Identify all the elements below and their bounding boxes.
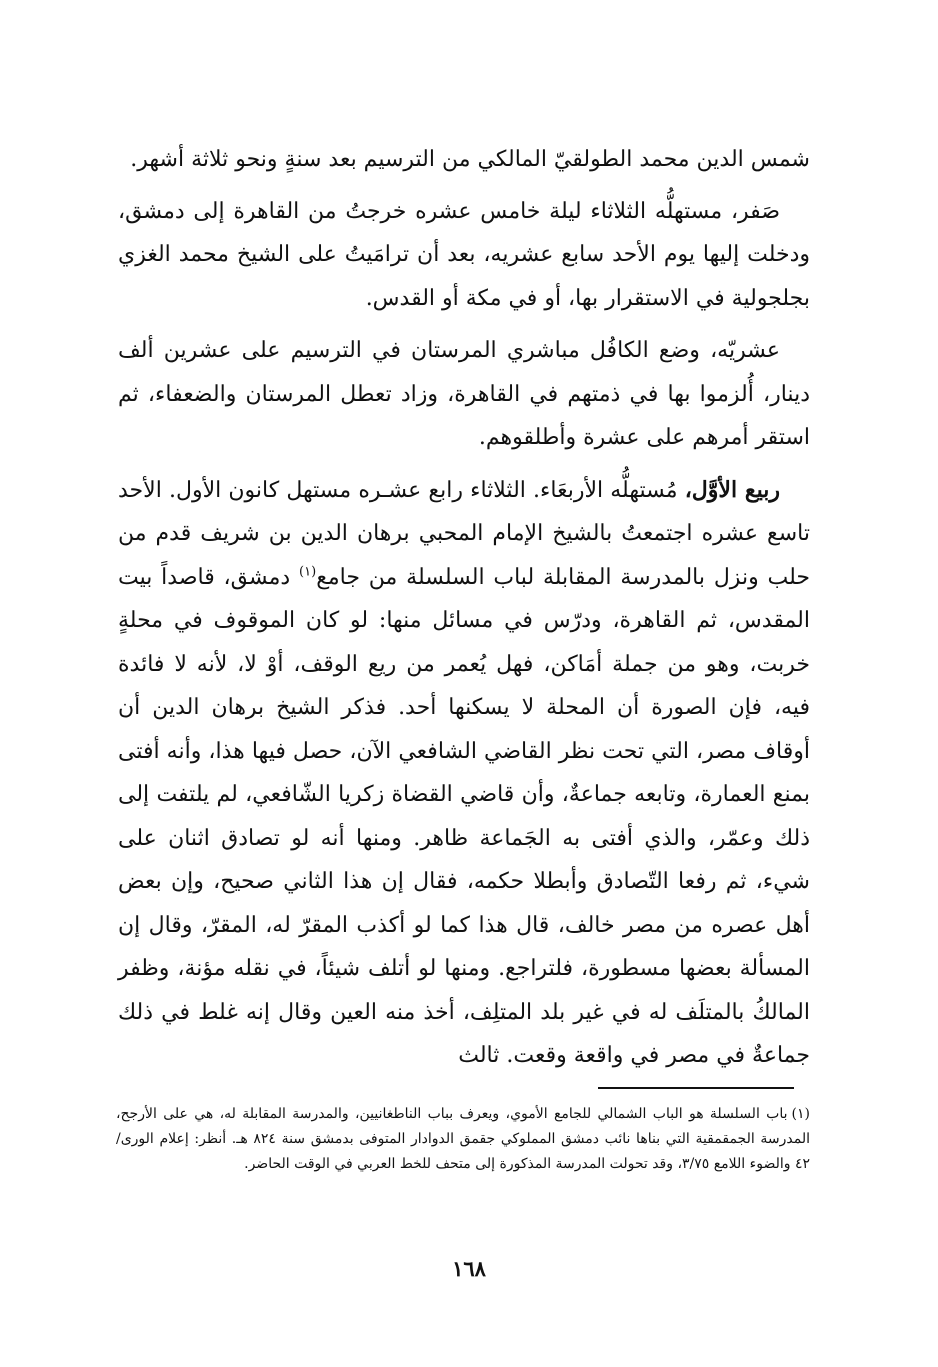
paragraph-4-text-part2: دمشق، قاصداً بيت المقدس، ثم القاهرة، ودرّس في مسائل منها: لو كان الموقوف في محلةٍ خربت، وهو من جملة أمَاكن، فهل يُعمر من ريع الوقف، أوْ لا، لأنه لا فائدة فيه، فإن الصورة أن المحلة لا يسكنها أحد. فذكر الشيخ برهان الدين أن أوقاف مصر، التي تحت نظر القاضي الشافعي الآن، حصل فيها هذا، وأنه أفتى بمنع العمارة، وتابعه جماعةٌ، وأن قاضي القضاة زكريا الشّافعي، لم يلتفت إلى ذلك وعمّر، والذي أفتى به الجَماعة ظاهر. ومنها أنه لو تصادق اثنان على شيء، ثم رفعا التّصادق وأبطلا حكمه، فقال إن هذا الثاني صحيح، وإن بعض أهل عصره من مصر خالف، قال هذا كما لو أكذب المقرّ له، المقرّ، وقال إن المسألة بعضها مسطورة، فلتراجع. ومنها لو أتلف شيئاً، في نقله مؤنة، وظفر المالكُ بالمتلَف له في غير بلد المتلِف، أخذ منه العين وقال إنه غلط في ذلك جماعةٌ في مصر في واقعة وقعت. ثالث (118, 564, 810, 1068)
paragraph-4 (118, 469, 810, 1078)
paragraph-3: عشريّه، وضع الكافُل مباشري المرستان في الترسيم على عشرين ألف دينار، أُلزموا بها في ذمتهم في القاهرة، وزاد تعطل المرستان والضعفاء، ثم استقر أمرهم على عشرة وأطلقوهم. (118, 338, 810, 450)
footnote-reference: (١) (299, 564, 317, 580)
paragraph-4-text-part1: مُستهلُّه الأربعَاء. الثلاثاء رابع عشـره مستهل كانون الأول. الأحد تاسع عشره اجتمعتُ بالشيخ الإمام المحبي برهان الدين بن شريف قدم من حلب ونزل بالمدرسة المقابلة لباب السلسلة من جامع (118, 477, 810, 590)
footnote-marker: (١) (791, 1106, 810, 1122)
footnote-text: باب السلسلة هو الباب الشمالي للجامع الأموي، ويعرف بباب الناطغانيين، والمدرسة المقابلة له، هي على الأرجح، المدرسة الجمقمقية التي بناها نائب دمشق المملوكي جقمق الدوادار المتوفى بدمشق سنة ٨٢٤ هـ. أنظر: إعلام الورى/ ٤٢ والضوء اللامع ٣/٧٥، وقد تحولت المدرسة المذكورة إلى متحف للخط العربي في الوقت الحاضر. (116, 1106, 810, 1172)
paragraph-1: شمس الدين محمد الطولقيّ المالكي من الترسيم بعد سنةٍ ونحو ثلاثة أشهر. (130, 147, 810, 172)
footnote (116, 1102, 810, 1177)
month-heading-rabi-al-awwal: ربيع الأوَّل، (684, 476, 780, 503)
footnote-separator (598, 1087, 794, 1089)
page-number: ١٦٨ (452, 1256, 486, 1281)
paragraph-2: صَفر، مستهلُّه الثلاثاء ليلة خامس عشره خرجتُ من القاهرة إلى دمشق، ودخلت إليها يوم الأحد سابع عشريه، بعد أن ترامَيتُ على الشيخ محمد الغزي بجلجولية في الاستقرار بها، أو في مكة أو القدس. (118, 198, 810, 311)
main-text-body (118, 138, 810, 1078)
